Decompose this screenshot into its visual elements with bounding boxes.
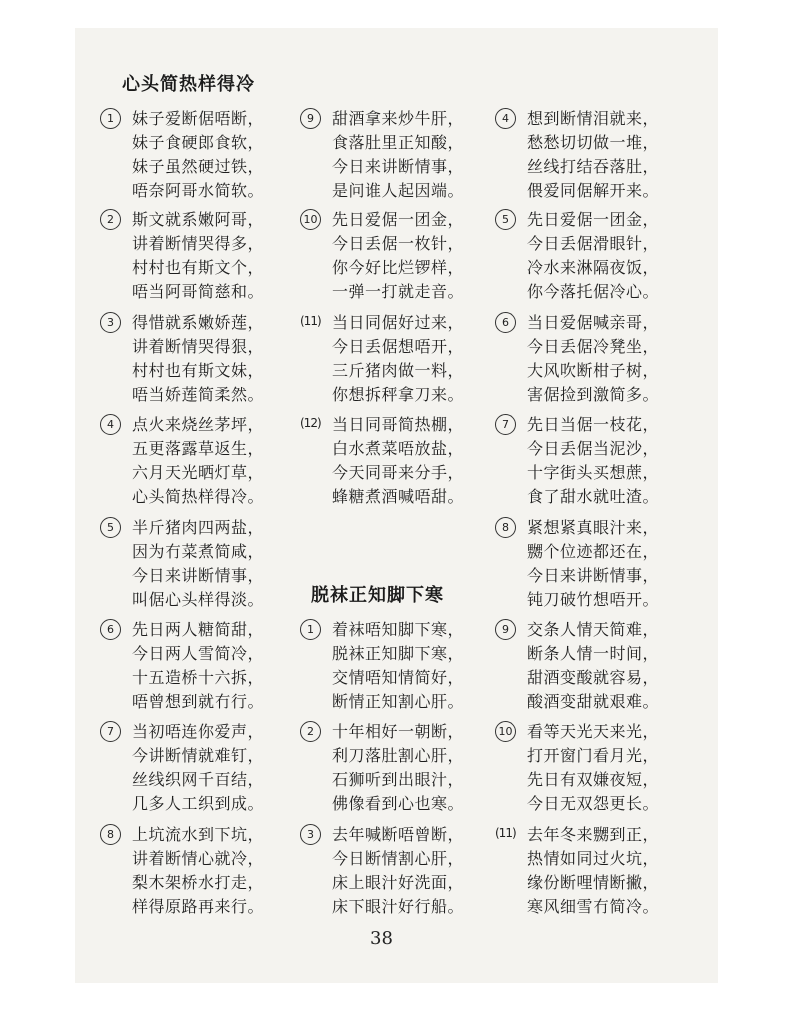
verse-line: 当日同哥简热棚，: [332, 415, 465, 434]
verse-line: 甜酒变酸就容易，: [527, 668, 660, 687]
verse-line: 当初唔连你爱声，: [132, 722, 265, 741]
verse-line: 先日爱倨一团金，: [527, 210, 660, 229]
verse-number: (11): [300, 314, 321, 328]
section-title-1: 心头简热样得冷: [122, 74, 255, 95]
verse-line: 偎爱同倨解开来。: [527, 181, 660, 200]
verse-number: 2: [100, 209, 121, 230]
verse-line: 十字街头买想蔗，: [527, 463, 660, 482]
verse-line: 大风吹断柑子树，: [527, 361, 660, 380]
verse-line: 甜酒拿来炒牛肝，: [332, 109, 465, 128]
verse-line: 打开窗门看月光，: [527, 746, 660, 765]
verse-number: 1: [300, 619, 321, 640]
verse-line: 你今落托倨冷心。: [527, 282, 660, 301]
verse-line: 几多人工织到成。: [132, 794, 265, 813]
verse-line: 交情唔知情简好，: [332, 668, 465, 687]
verse-number: 8: [495, 517, 516, 538]
verse-number: 9: [495, 619, 516, 640]
verse-line: 断情正知割心肝。: [332, 692, 465, 711]
verse-line: 石狮听到出眼汁，: [332, 770, 465, 789]
verse-line: 床上眼汁好洗面，: [332, 873, 465, 892]
verse-line: 先日有双嫌夜短，: [527, 770, 660, 789]
verse-line: 当日同倨好过来，: [332, 313, 465, 332]
verse-line: 五更落露草返生，: [132, 439, 265, 458]
verse-number: 7: [495, 414, 516, 435]
verse-line: 利刀落肚割心肝，: [332, 746, 465, 765]
verse-line: 交条人情天简难，: [527, 620, 660, 639]
verse-line: 蜂糖煮酒喊唔甜。: [332, 487, 465, 506]
verse-line: 今日丢倨一枚针，: [332, 234, 465, 253]
verse-number: 4: [495, 108, 516, 129]
verse-number: 7: [100, 721, 121, 742]
verse-line: 想到断情泪就来，: [527, 109, 660, 128]
verse-number: 6: [495, 312, 516, 333]
verse-line: 是问谁人起因端。: [332, 181, 465, 200]
verse-line: 六月天光晒灯草，: [132, 463, 265, 482]
verse-number: 3: [100, 312, 121, 333]
verse-line: 寒风细雪冇简冷。: [527, 897, 660, 916]
verse-line: 今日丢倨想唔开，: [332, 337, 465, 356]
verse-line: 斯文就系嫩阿哥，: [132, 210, 265, 229]
verse-line: 今日来讲断情事，: [132, 566, 265, 585]
verse-line: 叫倨心头样得淡。: [132, 590, 265, 609]
page-number: 38: [370, 928, 393, 949]
verse-line: 今讲断情就难钉，: [132, 746, 265, 765]
verse-line: 点火来烧丝茅坪，: [132, 415, 265, 434]
verse-line: 村村也有斯文个，: [132, 258, 265, 277]
verse-line: 样得原路再来行。: [132, 897, 265, 916]
verse-line: 梨木架桥水打走，: [132, 873, 265, 892]
verse-line: 先日当倨一枝花，: [527, 415, 660, 434]
verse-line: 脱袜正知脚下寒，: [332, 644, 465, 663]
verse-line: 十年相好一朝断，: [332, 722, 465, 741]
verse-line: 钝刀破竹想唔开。: [527, 590, 660, 609]
section-title-2: 脱袜正知脚下寒: [311, 585, 444, 606]
verse-line: 去年喊断唔曾断，: [332, 825, 465, 844]
verse-line: 今天同哥来分手，: [332, 463, 465, 482]
verse-line: 村村也有斯文妹，: [132, 361, 265, 380]
verse-line: 你今好比烂锣样，: [332, 258, 465, 277]
verse-number: 4: [100, 414, 121, 435]
verse-line: 因为冇菜煮简咸，: [132, 542, 265, 561]
verse-line: 妹子爱断倨唔断，: [132, 109, 265, 128]
verse-line: 冷水来淋隔夜饭，: [527, 258, 660, 277]
verse-line: 唔当娇莲简柔然。: [132, 385, 265, 404]
verse-line: 去年冬来嬲到正，: [527, 825, 660, 844]
verse-line: 十五造桥十六拆，: [132, 668, 265, 687]
verse-line: 唔曾想到就冇行。: [132, 692, 265, 711]
verse-line: 今日丢倨冷凳坐，: [527, 337, 660, 356]
verse-number: 2: [300, 721, 321, 742]
verse-line: 讲着断情心就冷，: [132, 849, 265, 868]
verse-line: 今日无双怨更长。: [527, 794, 660, 813]
verse-line: 上坑流水到下坑，: [132, 825, 265, 844]
verse-line: 今日来讲断情事，: [332, 157, 465, 176]
verse-line: 热情如同过火坑，: [527, 849, 660, 868]
verse-line: 酸酒变甜就艰难。: [527, 692, 660, 711]
verse-line: 唔当阿哥简慈和。: [132, 282, 265, 301]
verse-line: 食落肚里正知酸，: [332, 133, 465, 152]
verse-line: 今日来讲断情事，: [527, 566, 660, 585]
verse-line: 你想拆秤拿刀来。: [332, 385, 465, 404]
verse-line: 先日爱倨一团金，: [332, 210, 465, 229]
verse-line: 丝线织网千百结，: [132, 770, 265, 789]
verse-line: 妹子食硬郎食软，: [132, 133, 265, 152]
verse-number: 3: [300, 824, 321, 845]
verse-line: 今日两人雪简冷，: [132, 644, 265, 663]
verse-number: 10: [495, 721, 516, 742]
verse-line: 食了甜水就吐渣。: [527, 487, 660, 506]
verse-line: 看等天光天来光，: [527, 722, 660, 741]
verse-line: 得惜就系嫩娇莲，: [132, 313, 265, 332]
verse-line: 半斤猪肉四两盐，: [132, 518, 265, 537]
verse-number: (12): [300, 416, 321, 430]
verse-line: 当日爱倨喊亲哥，: [527, 313, 660, 332]
verse-number: 1: [100, 108, 121, 129]
verse-number: 8: [100, 824, 121, 845]
verse-line: 三斤猪肉做一料，: [332, 361, 465, 380]
verse-number: 9: [300, 108, 321, 129]
verse-line: 愁愁切切做一堆，: [527, 133, 660, 152]
verse-line: 讲着断情哭得多，: [132, 234, 265, 253]
verse-line: 一弹一打就走音。: [332, 282, 465, 301]
verse-line: 紧想紧真眼汁来，: [527, 518, 660, 537]
verse-line: 今日丢倨滑眼针，: [527, 234, 660, 253]
verse-line: 妹子虽然硬过铁，: [132, 157, 265, 176]
verse-line: 讲着断情哭得狠，: [132, 337, 265, 356]
verse-line: 害倨捡到激简多。: [527, 385, 660, 404]
verse-line: 床下眼汁好行船。: [332, 897, 465, 916]
verse-number: (11): [495, 826, 516, 840]
verse-line: 先日两人糖简甜，: [132, 620, 265, 639]
verse-number: 5: [100, 517, 121, 538]
verse-line: 断条人情一时间，: [527, 644, 660, 663]
verse-line: 唔奈阿哥水简软。: [132, 181, 265, 200]
verse-line: 嬲个位迹都还在，: [527, 542, 660, 561]
verse-number: 6: [100, 619, 121, 640]
book-page: [75, 28, 718, 983]
verse-line: 着袜唔知脚下寒，: [332, 620, 465, 639]
verse-number: 5: [495, 209, 516, 230]
verse-line: 心头简热样得冷。: [132, 487, 265, 506]
verse-number: 10: [300, 209, 321, 230]
verse-line: 白水煮菜唔放盐，: [332, 439, 465, 458]
verse-line: 佛像看到心也寒。: [332, 794, 465, 813]
verse-line: 今日断情割心肝，: [332, 849, 465, 868]
verse-line: 今日丢倨当泥沙，: [527, 439, 660, 458]
verse-line: 缘份断哩情断撇，: [527, 873, 660, 892]
verse-line: 丝线打结吞落肚，: [527, 157, 660, 176]
